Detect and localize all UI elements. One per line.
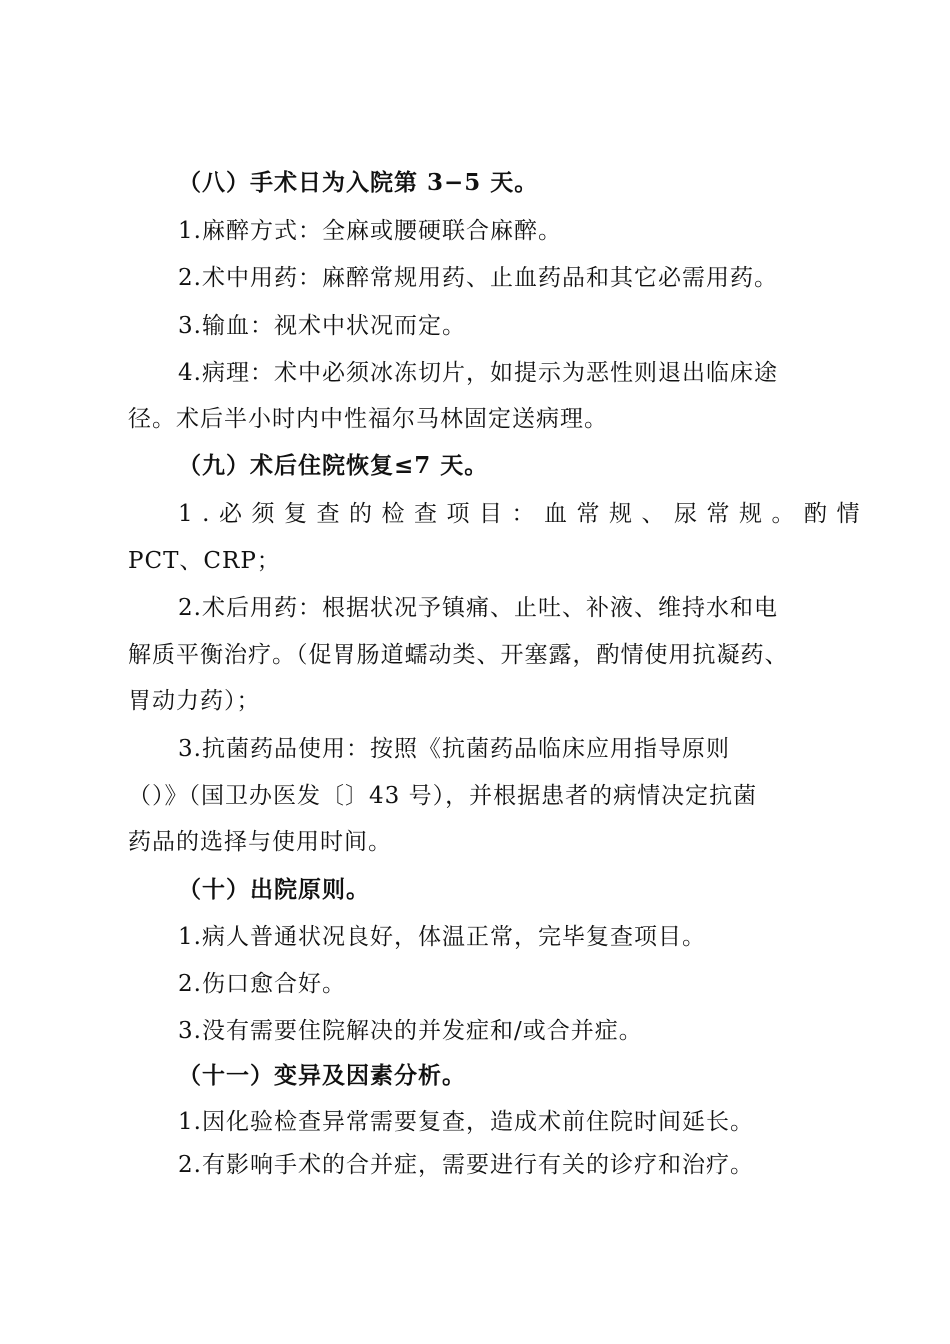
- paragraph-line: 胃动力药）；: [128, 688, 261, 714]
- paragraph-line: 1.必须复查的检查项目：血常规、尿常规。酌情: [178, 501, 869, 527]
- paragraph-line: 1.麻醉方式：全麻或腰硬联合麻醉。: [178, 218, 562, 244]
- paragraph-line: 3.抗菌药品使用：按照《抗菌药品临床应用指导原则: [178, 736, 730, 762]
- paragraph-line: 解质平衡治疗。（促胃肠道蠕动类、开塞露，酌情使用抗凝药、: [128, 642, 789, 668]
- paragraph-line: 3.输血：视术中状况而定。: [178, 313, 466, 339]
- section-heading-8: （八）手术日为入院第 3−5 天。: [178, 169, 539, 196]
- paragraph-line: 药品的选择与使用时间。: [128, 829, 392, 855]
- section-heading-11: （十一）变异及因素分析。: [178, 1062, 466, 1089]
- paragraph-line: 2.术后用药：根据状况予镇痛、止吐、补液、维持水和电: [178, 595, 778, 621]
- paragraph-line: 2.术中用药：麻醉常规用药、止血药品和其它必需用药。: [178, 265, 778, 291]
- paragraph-line: PCT、CRP；: [128, 548, 281, 574]
- paragraph-line: 1.因化验检查异常需要复查，造成术前住院时间延长。: [178, 1109, 754, 1135]
- paragraph-line: 2.有影响手术的合并症，需要进行有关的诊疗和治疗。: [178, 1152, 754, 1178]
- paragraph-line: 3.没有需要住院解决的并发症和/或合并症。: [178, 1018, 643, 1044]
- paragraph-line: （）》（国卫办医发〔〕43 号），并根据患者的病情决定抗菌: [128, 783, 758, 809]
- section-heading-9: （九）术后住院恢复≤7 天。: [178, 452, 489, 479]
- section-heading-10: （十）出院原则。: [178, 876, 370, 903]
- paragraph-line: 4.病理：术中必须冰冻切片，如提示为恶性则退出临床途: [178, 360, 778, 386]
- paragraph-line: 2.伤口愈合好。: [178, 971, 346, 997]
- paragraph-line: 径。术后半小时内中性福尔马林固定送病理。: [128, 406, 608, 432]
- paragraph-line: 1.病人普通状况良好，体温正常，完毕复查项目。: [178, 924, 706, 950]
